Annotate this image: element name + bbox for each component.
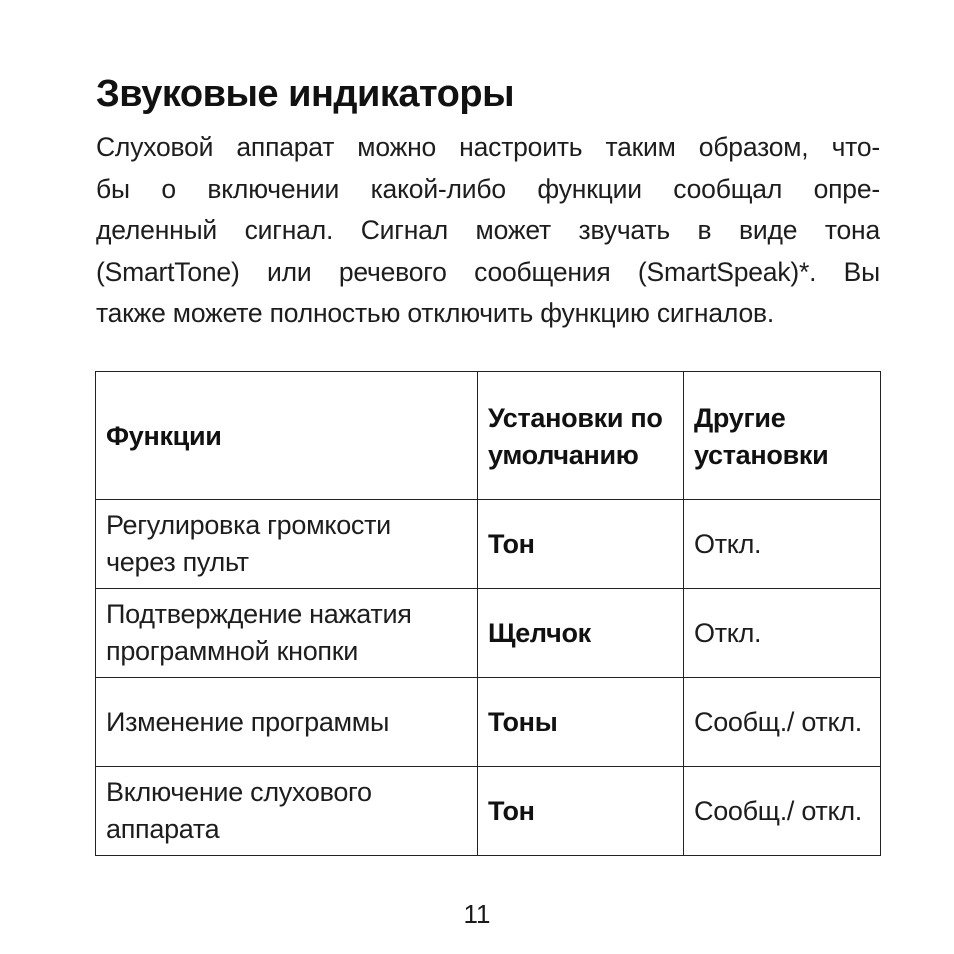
function-cell: Изменение программы: [96, 678, 478, 767]
table-header-row: [96, 372, 881, 500]
function-cell: Подтверждение нажатия программной кнопки: [96, 589, 478, 678]
signals-table: [95, 371, 881, 856]
page-number: 11: [463, 899, 491, 929]
default-setting-cell: Тон: [478, 500, 684, 589]
default-setting-cell: Тоны: [478, 678, 684, 767]
other-setting-cell: Сообщ./ откл.: [684, 678, 881, 767]
header-functions: Функции: [96, 372, 478, 500]
default-setting-cell: Щелчок: [478, 589, 684, 678]
other-setting-cell: Сообщ./ откл.: [684, 767, 881, 856]
header-default-settings: Установки по умолчанию: [478, 372, 684, 500]
intro-line: (SmartTone) или речевого сообщения (SmartSpeak)*. Вы: [96, 256, 880, 287]
other-setting-cell: Откл.: [684, 589, 881, 678]
page-title: Звуковые индикаторы: [96, 73, 515, 115]
intro-line: Слуховой аппарат можно настроить таким образом, что-: [96, 132, 880, 162]
table-row: [96, 500, 881, 589]
intro-line: также можете полностью отключить функцию сигналов.: [96, 298, 775, 328]
intro-line: деленный сигнал. Сигнал может звучать в виде тона: [96, 215, 880, 245]
table-row: [96, 678, 881, 767]
function-cell: Включение слухового аппарата: [96, 767, 478, 856]
table-row: [96, 589, 881, 678]
header-other-settings: Другие установки: [684, 372, 881, 500]
intro-paragraph: [96, 127, 880, 335]
other-setting-cell: Откл.: [684, 500, 881, 589]
default-setting-cell: Тон: [478, 767, 684, 856]
intro-line: бы о включении какой-либо функции сообщал опре-: [96, 173, 880, 204]
table-row: [96, 767, 881, 856]
function-cell: Регулировка громкости через пульт: [96, 500, 478, 589]
